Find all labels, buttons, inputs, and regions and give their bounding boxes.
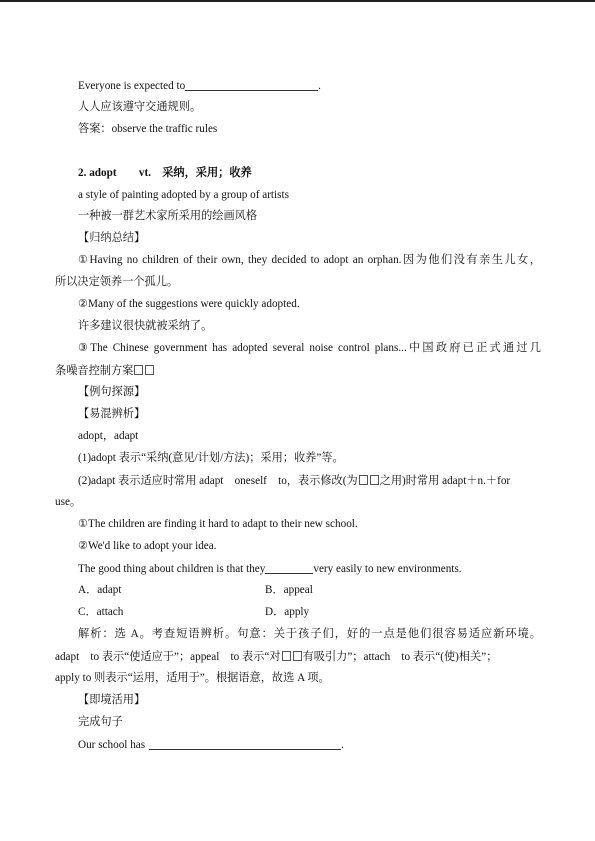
final-sentence bbox=[78, 739, 344, 751]
answer-blank bbox=[185, 80, 318, 91]
analysis-line-3: apply to 则表示“运用，适用于”。根据语意，故选 A 项。 bbox=[55, 672, 330, 684]
example-5: ②We'd like to adopt your idea. bbox=[78, 540, 217, 552]
sentence-text: Everyone is expected to bbox=[78, 80, 186, 92]
sentence-end: . bbox=[318, 80, 321, 92]
example-2-en: ②Many of the suggestions were quickly adopted. bbox=[78, 298, 300, 310]
final-blank bbox=[149, 739, 341, 750]
analysis-line-1: 解析：选 A。考查短语辨析。句意：关于孩子们，好的一点是他们很容易适应新环境。 bbox=[78, 628, 541, 640]
word-heading: 2. adopt vt. 采纳，采用；收养 bbox=[78, 167, 252, 179]
analysis-line-2 bbox=[55, 651, 497, 663]
answer: 答案：observe the traffic rules bbox=[78, 123, 218, 135]
fill-in-sentence bbox=[78, 80, 321, 92]
practice-header: 【即境活用】 bbox=[78, 694, 146, 706]
option-c: C．attach bbox=[78, 606, 124, 618]
missing-glyph-box bbox=[293, 651, 302, 661]
example-3-text: 条噪音控制方案 bbox=[55, 365, 134, 377]
missing-glyph-box bbox=[359, 475, 368, 485]
analysis-text-a: adapt to 表示“使适应于”；appeal to 表示“对 bbox=[55, 651, 281, 663]
summary-header: 【归纳总结】 bbox=[78, 232, 146, 244]
question-text-b: very easily to new environments. bbox=[313, 563, 462, 575]
missing-glyph-box bbox=[145, 365, 154, 375]
option-d: D．apply bbox=[265, 606, 310, 618]
final-text: Our school has bbox=[78, 739, 146, 751]
option-a: A．adapt bbox=[78, 584, 122, 596]
source-header: 【例句探源】 bbox=[78, 386, 146, 398]
note-2-text-a: (2)adapt 表示适应时常用 adapt oneself to，表示修改(为 bbox=[78, 475, 358, 487]
confusion-header: 【易混辨析】 bbox=[78, 408, 146, 420]
note-2-line-2: use。 bbox=[55, 496, 82, 508]
analysis-text-b: 有吸引力”；attach to 表示“(使)相关”； bbox=[302, 651, 498, 663]
word-pair: adopt，adapt bbox=[78, 430, 139, 442]
question-text-a: The good thing about children is that they bbox=[78, 563, 266, 575]
note-2-text-b: 之用)时常用 adapt＋n.＋for bbox=[379, 475, 511, 487]
example-4: ①The children are finding it hard to adapt to their new school. bbox=[78, 518, 358, 530]
question-blank bbox=[265, 563, 313, 574]
example-3-line-2 bbox=[55, 365, 155, 377]
complete-sentence-label: 完成句子 bbox=[78, 716, 123, 728]
missing-glyph-box bbox=[134, 365, 143, 375]
missing-glyph-box bbox=[282, 651, 291, 661]
example-en: a style of painting adopted by a group of artists bbox=[78, 189, 289, 201]
translation: 人人应该遵守交通规则。 bbox=[78, 101, 202, 113]
note-2-line-1 bbox=[78, 475, 510, 487]
top-rule bbox=[0, 0, 595, 2]
note-1: (1)adopt 表示“采纳(意见/计划/方法)；采用；收养”等。 bbox=[78, 452, 344, 464]
final-end: . bbox=[341, 739, 344, 751]
missing-glyph-box bbox=[370, 475, 379, 485]
example-3-line-1: ③The Chinese government has adopted several noise control plans...中国政府已正式通过几 bbox=[78, 342, 541, 354]
example-zh: 一种被一群艺术家所采用的绘画风格 bbox=[78, 210, 258, 222]
example-1-line-1: ①Having no children of their own, they decided to adopt an orphan.因为他们没有亲生儿女， bbox=[78, 254, 541, 266]
option-b: B．appeal bbox=[265, 584, 313, 596]
question bbox=[78, 563, 462, 575]
example-2-zh: 许多建议很快就被采纳了。 bbox=[78, 320, 213, 332]
example-1-line-2: 所以决定领养一个孤儿。 bbox=[55, 276, 179, 288]
